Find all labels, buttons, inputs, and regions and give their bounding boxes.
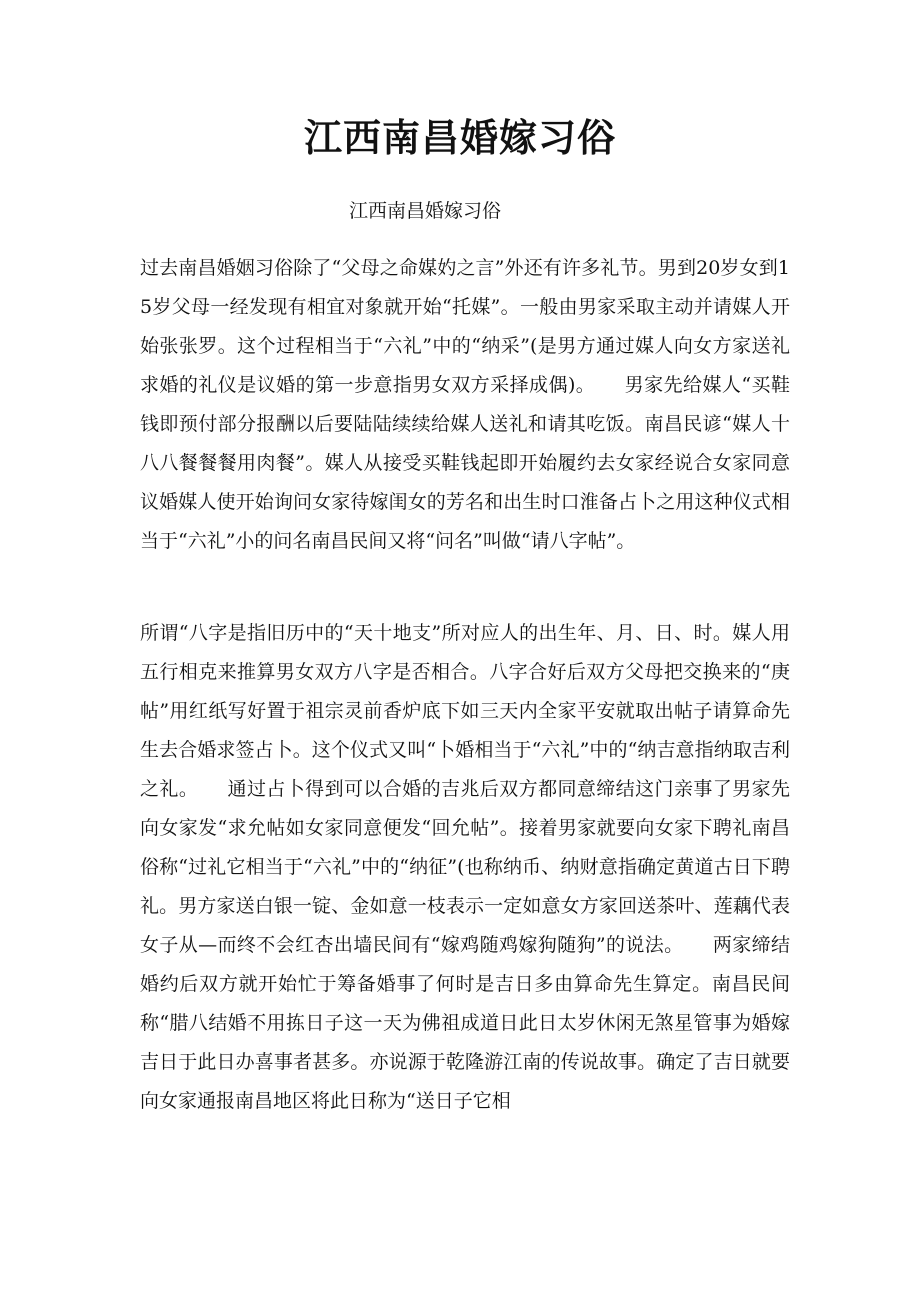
paragraph-1: 过去南昌婚姻习俗除了“父母之命媒妁之言”外还有许多礼节。男到20岁女到15岁父母一经发现有相宜对象就开始“托媒”。一般由男家采取主动并请媒人开始张张罗。这个过程相当于“六礼”中的“纳采”(是男方通过媒人向女方家送礼求婚的礼仪是议婚的第一步意指男女双方采择成偶)。 男家先给媒人“买鞋钱即预付部分报酬以后要陆陆续续给媒人送礼和请其吃饭。南昌民谚“媒人十八八餐餐餐用肉餐”。媒人从接受买鞋钱起即开始履约去女家经说合女家同意议婚媒人使开始询问女家待嫁闺女的芳名和出生时口淮备占卜之用这种仪式相当于“六礼”小的问名南昌民间又将“问名”叫做“请八字帖”。 — [140, 257, 790, 552]
document-subtitle: 江西南昌婚嫁习俗 — [349, 200, 502, 222]
paragraph-2: 所谓“八字是指旧历中的“天十地支”所对应人的出生年、月、日、时。媒人用五行相克来推算男女双方八字是否相合。八字合好后双方父母把交换来的“庚帖”用红纸写好置于祖宗灵前香炉底下如三天内全家平安就取出帖子请算命先生去合婚求签占卜。这个仪式又叫“卜婚相当于“六礼”中的“纳吉意指纳取吉利之礼。 通过占卜得到可以合婚的吉兆后双方都同意缔结这门亲事了男家先向女家发“求允帖如女家同意便发“回允帖”。接着男家就要向女家下聘礼南昌俗称“过礼它相当于“六礼”中的“纳征”(也称纳币、纳财意指确定黄道古日下聘礼。男方家送白银一锭、金如意一枝表示一定如意女方家回送茶叶、莲藕代表女子从—而终不会红杏出墙民间有“嫁鸡随鸡嫁狗随狗”的说法。 两家缔结婚约后双方就开始忙于筹备婚事了何时是吉日多由算命先生算定。南昌民间称“腊八结婚不用拣日子这一天为佛祖成道日此日太岁休闲无煞星管事为婚嫁吉日于此日办喜事者甚多。亦说源于乾隆游江南的传说故事。确定了吉日就要向女家通报南昌地区将此日称为“送日子它相 — [140, 622, 790, 1112]
document-title: 江西南昌婚嫁习俗 — [303, 115, 616, 160]
